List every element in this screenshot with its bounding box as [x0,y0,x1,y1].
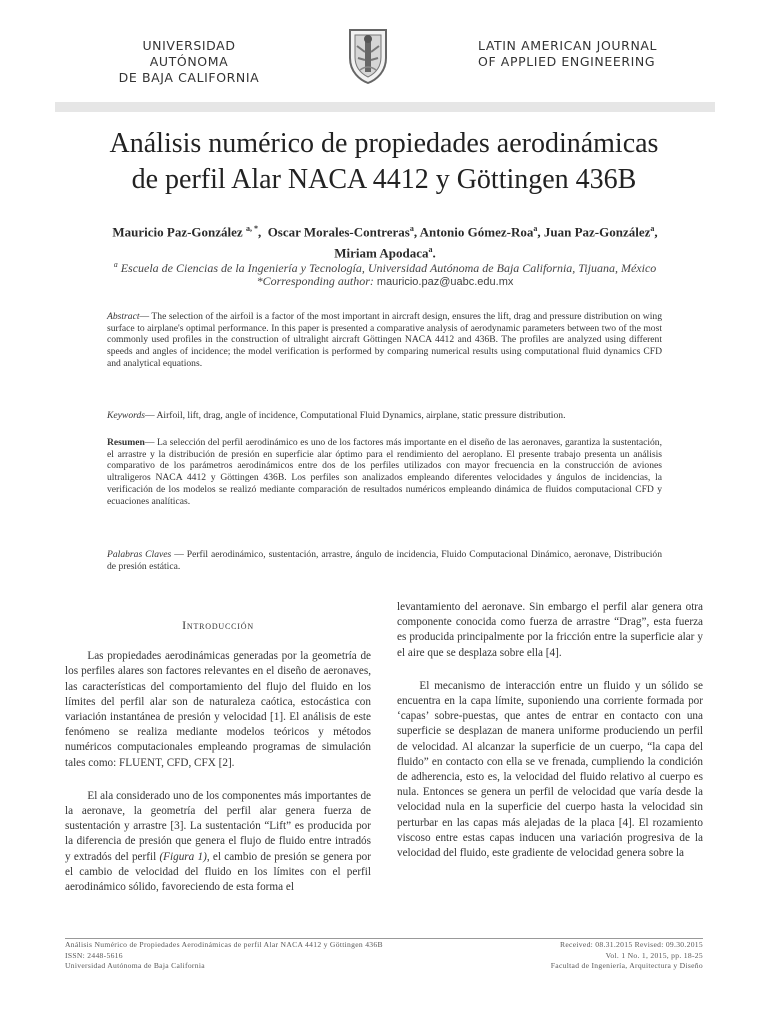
resumen-text: — La selección del perfil aerodinámico es uno de los factores más importante en el diseño de las aeronaves, garantiza la sustentación, el arrastre y la distribución de presión en superficie alar óptimo para el rendimiento del aeroplano. El presente trabajo presenta un análisis comparativo de los parámetros aerodinámicos entre dos de los perfiles utilizados con mayor frecuencia en la construcción de aviones ultraligeros NACA 4412 y Göttingen 436B. Los perfiles son analizados empleando diferentes velocidades y ángulos de incidencias, la verificación de los modelos se realizó mediante comparación de resultados numéricos empleando dinámica de fluidos computacional CFD y ecuaciones analíticas. [107,437,662,507]
footer-line: Universidad Autónoma de Baja California [65,961,205,970]
body-paragraph [397,679,703,861]
institution-line: UNIVERSIDAD AUTÓNOMA [142,38,236,69]
body-paragraph [65,789,371,895]
palabras-claves [107,549,662,572]
corresponding-author [70,274,700,289]
section-heading-introduccion: Introducción [182,618,254,632]
author-affiliation-mark: a [533,224,538,233]
keywords-label: Keywords [107,410,146,421]
abstract [107,311,662,370]
body-paragraph-text: Las propiedades aerodinámicas generadas por la geometría de los perfiles alares son factores relevantes en el diseño de aeronaves, las características del comportamiento del flujo del fluido en los límites del perfil alar son de naturaleza caótica, estocástica con variación instantánea de presión y velocidad [1]. El análisis de este fenómeno se realiza mediante modelos teóricos y métodos numéricos computacionales empleando programas de simulación tales como: FLUENT, CFD, CFX [2]. [65,650,371,769]
journal-line: LATIN AMERICAN JOURNAL [478,38,658,53]
author-name: Juan Paz-González [543,224,651,240]
author-affiliation-mark: a [409,224,414,233]
resumen-label: Resumen [107,437,145,448]
university-seal-icon [346,28,390,84]
journal-line: OF APPLIED ENGINEERING [478,54,656,69]
footer-right [460,940,703,972]
footer-left [65,940,485,972]
abstract-text: — The selection of the airfoil is a factor of the most important in aircraft design, ensures the lift, drag and pressure distribution on wing surface to airplane's optimal performance. In this paper is presented a comparative analysis of aerodynamic parameters between two of the most commonly used profiles in the construction of ultralight aircraft Göttingen NACA 4412 and 436B. The profiles are analyzed using different speeds and angles of incidence; the model verification is performed by comparing numerical results using computational fluid dynamics CFD and analytical equations. [107,311,662,369]
footer-rule [65,938,703,939]
paper-title [60,126,708,198]
body-paragraph-text: El ala considerado uno de los componentes más importantes de la aeronave, la geometría del perfil alar genera fuerza de sustentación y arrastre [3]. La sustentación “Lift” es producida por la diferencia de presión que genera el flujo de fluido entre intradós y extradós del perfil [65,789,371,863]
author-name: Mauricio Paz-González [112,224,243,240]
title-line: de perfil Alar NACA 4412 y Göttingen 436B [131,164,637,195]
corresponding-author-email[interactable]: mauricio.paz@uabc.edu.mx [376,276,514,288]
affiliation-mark: a [113,260,118,269]
palabras-claves-label: Palabras Claves [107,549,172,560]
body-paragraph-text: , el cambio de presión se genera por el cambio de velocidad del fluido en los límites con el perfil aerodinámico sólido, favoreciendo de esta forma el [65,850,371,894]
body-column-right [397,600,703,861]
footer-line: Análisis Numérico de Propiedades Aerodinámicas de perfil Alar NACA 4412 y Göttingen 436B [65,940,383,949]
body-paragraph [65,649,371,771]
palabras-claves-text: — Perfil aerodinámico, sustentación, arrastre, ángulo de incidencia, Fluido Computacional Dinámico, aeronave, Distribución de presión estática. [107,549,662,572]
body-paragraph-text: El mecanismo de interacción entre un fluido y un sólido se encuentra en la capa límite, suponiendo una corriente formada por ‘capas’ sobre-puestas, que antes de entrar en contacto con una superficie se desplazan de manera uniforme produciendo un perfil de velocidad. Al alcanzar la superficie de un cuerpo, “la capa del fluido” en contacto con ella se ve frenada, cumpliendo la condición de adherencia, esto es, la velocidad del fluido relativo al cuerpo es nula. Entonces se genera un perfil de velocidad que varía desde la velocidad nula en la superficie del cuerpo hasta la velocidad sin perturbar en las capas más alejadas de la placa [4]. El rozamiento viscoso entre estas capas inducen una variación progresiva de la velocidad del fluido, este gradiente de velocidad genera sobre la [397,679,703,860]
author-affiliation-mark: a, * [245,224,258,233]
affiliation [70,258,700,275]
institution-name [109,38,269,86]
body-paragraph: levantamiento del aeronave. Sin embargo el perfil alar genera otra componente conocida como fuerza de arrastre “Drag”, esta fuerza es producida principalmente por la fricción entre la superficie alar y el aire que se desplaza sobre ella [4]. [397,601,703,659]
author-list: Mauricio Paz-González $^{a, *}$, Oscar Morales-Contreras$^a$, Antonio Gómez-Roa$^a$, Juan Paz-González$^a$, Miriam Apodaca$^a$. [112,224,658,261]
journal-name [478,38,668,70]
author-name: Oscar Morales-Contreras [267,224,410,240]
footer-line: Vol. 1 No. 1, 2015, pp. 18-25 [605,950,703,960]
resumen [107,437,662,507]
footer-line: Received: 08.31.2015 Revised: 09.30.2015 [560,940,703,949]
keywords-text: — Airfoil, lift, drag, angle of incidence, Computational Fluid Dynamics, airplane, static pressure distribution. [145,410,566,421]
author-affiliation-mark: a [650,224,655,233]
footer-line: Facultad de Ingeniería, Arquitectura y Diseño [550,961,703,970]
corresponding-author-label: *Corresponding author: [256,274,374,288]
figure-reference: (Figura 1) [159,850,207,863]
title-line: Análisis numérico de propiedades aerodinámicas [109,128,659,159]
footer-line: ISSN: 2448-5616 [65,950,123,960]
body-column-left [65,618,371,895]
institution-line: DE BAJA CALIFORNIA [118,70,260,85]
keywords [107,410,662,422]
author-name: Miriam Apodaca [334,245,429,261]
header-divider-band [55,102,715,112]
affiliation-text: Escuela de Ciencias de la Ingeniería y Tecnología, Universidad Autónoma de Baja California, Tijuana, México [120,261,657,275]
abstract-label: Abstract [107,311,140,322]
author-affiliation-mark: a [428,245,433,255]
author-name: Antonio Gómez-Roa [419,224,534,240]
